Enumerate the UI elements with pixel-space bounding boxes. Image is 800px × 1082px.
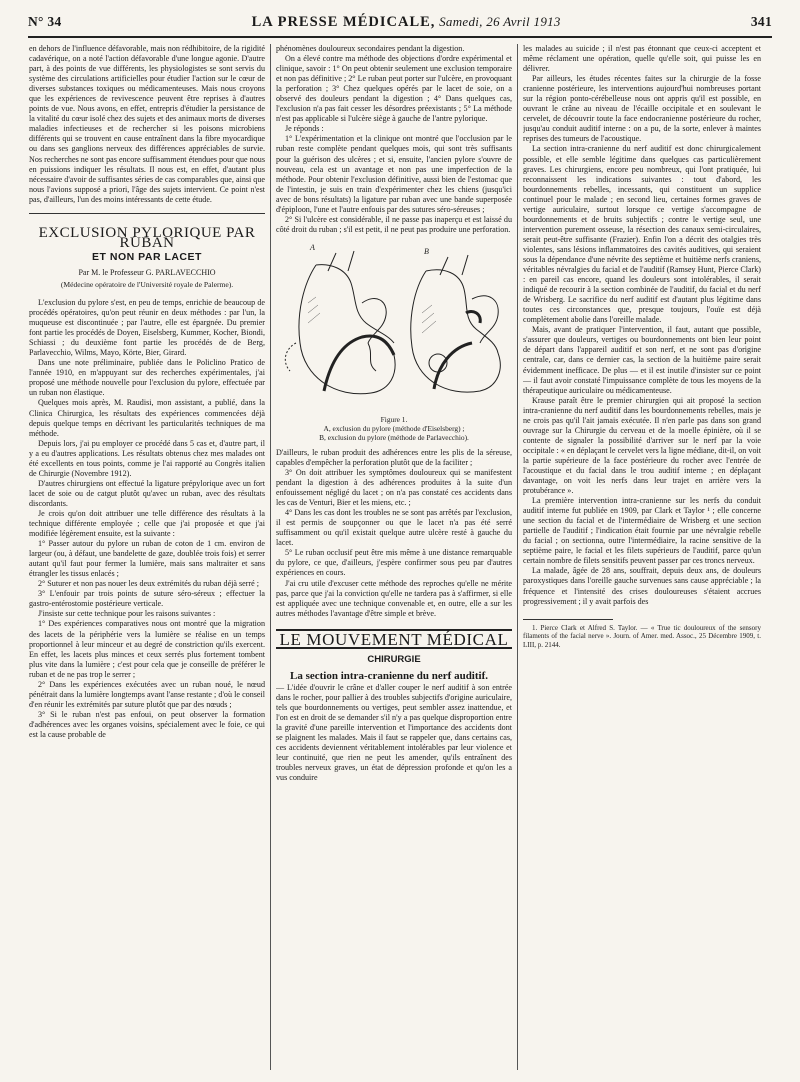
- paragraph: Mais, avant de pratiquer l'intervention, il faut, autant que possible, s'assurer que douleurs, vertiges ou bourdonnements ont bien leur point de départ dans l'appareil auditif et son nerf, et ne sont pas d'origine centrale, car, dans ce dernier cas, la section de la huitième paire serait évidemment inefficace. De plus — et il est inutile d'insister sur ce point — il faut avoir constaté l'impuissance complète de tous les moyens de la thérapeutique auriculaire ou médicamenteuse.: [523, 325, 761, 395]
- footnote-rule: [523, 619, 613, 620]
- column-1: [29, 44, 265, 1072]
- paragraph: — L'idée d'ouvrir le crâne et d'aller couper le nerf auditif à son entrée dans le rocher, pour pallier à des troubles subjectifs d'origine auriculaire, tels que bourdonnements ou vertiges, peut sembler assez inattendue, et l'on est en droit de se demander s'il n'y a pas quelque disproportion entre la gravité d'une pareille intervention et l'importance des accidents dont se plaignent les malades. Mais il faut se rappeler que, dans certains cas, ces accidents deviennent véritablement intolérables par leur violence et leur continuité, que rien ne peut les amender, qu'ils entraînent des troubles nerveux graves, un état de dépression profonde et qu'on les a vus conduire: [276, 682, 512, 783]
- section-body: [276, 683, 512, 783]
- paragraph: en dehors de l'influence défavorable, mais non rédhibitoire, de la rigidité cadavérique, on a noté l'action défavorable d'une longue agonie. D'autre part, à des points de vue différents, les physiologistes se sont servis du système des circulations artificielles pour étudier l'action sur le cœur de diverses substances toxiques ou médicamenteuses. Mais nous croyons que les expériences de revivescence peuvent être reprises à d'autres points de vue. Nous avons, en effet, entrepris d'étudier la persistance de la vitalité du cœur isolé chez des sujets et des animaux morts de diverses maladies infectieuses et de rechercher si les poisons microbiens différents qui se trouvent en cause entraînent dans la fibre myocardique ou dans ses ganglions nerveux des différences appréciables de survie. Nos recherches ne sont pas encore suffisamment étendues pour que nous en puissions indiquer les résultats. Il nous est, en effet, d'autant plus nécessaire d'avoir de suffisantes séries de cas comparables que, ainsi que nous l'avions supposé a priori, l'âge des sujets intervient. Ce point n'est pas, d'ailleurs, l'un des moins intéressants de cette étude.: [29, 44, 265, 204]
- section-body-continued: [523, 44, 761, 607]
- paragraph: Je crois qu'on doit attribuer une telle différence des résultats à la technique différente employée ; celle que j'ai proposée et que j'ai modifiée légèrement ensuite, est la suivante :: [29, 508, 265, 539]
- paragraph: 5° Le ruban occlusif peut être mis même à une distance remarquable du pylore, ce que, d'ailleurs, j'espère confirmer sous peu par d'autres expériences en cours.: [276, 548, 512, 578]
- figure-label-a: A: [310, 242, 315, 252]
- paragraph: D'autres chirurgiens ont effectué la ligature prépylorique avec un fort lacet de soie ou de catgut plutôt qu'avec un ruban, avec des résultats discordants.: [29, 478, 265, 508]
- paragraph: 2° Si l'ulcère est considérable, il ne passe pas inaperçu et est laissé du côté droit du ruban ; s'il est petit, il ne peut pas produire une perforation.: [276, 214, 512, 234]
- journal-title: LA PRESSE MÉDICALE,: [251, 14, 436, 30]
- article-subtitle: ET NON PAR LACET: [92, 250, 202, 263]
- rubrique-heading: CHIRURGIE: [367, 653, 421, 665]
- paragraph: Par ailleurs, les études récentes faites sur la chirurgie de la fosse cranienne postérieure, les interventions aujourd'hui nombreuses portant sur la région ponto-cérébelleuse nous ont appris qu'il est possible, en ouvrant le crâne au niveau de l'écaille occipitale et en soulevant le cervelet, de découvrir toute la face endocranienne postérieure du rocher, jusqu'au conduit auditif interne : on a pu, de la sorte, enlever à maintes reprises des tumeurs de l'acoustique.: [523, 74, 761, 144]
- paragraph: 1° Passer autour du pylore un ruban de coton de 1 cm. environ de largeur (ou, à défaut, une bandelette de gaze, doublée trois fois) et serrer autant qu'il faut pour fermer la lumière, mais sans maltraiter et sans étrangler les tissus enlacés ;: [29, 539, 265, 579]
- article-byline: Par M. le Professeur G. PARLAVECCHIO: [78, 267, 216, 277]
- article-body: [29, 298, 265, 740]
- paragraph: les malades au suicide ; il n'est pas étonnant que ceux-ci acceptent et même réclament une opération, quelle qu'elle soit, qui puisse les en délivrer.: [523, 44, 761, 74]
- issue-date: Samedi, 26 Avril 1913: [439, 14, 561, 29]
- page-header: [28, 14, 772, 32]
- paragraph: 4° Dans les cas dont les troubles ne se sont pas arrêtés par l'exclusion, il est permis de soupçonner ou que le lacet n'a pas été serré suffisamment ou qu'il existait quelque autre ulcère resté à gauche du lacet.: [276, 508, 512, 548]
- figure-1-drawing: [276, 243, 512, 411]
- paragraph: 3° Si le ruban n'est pas enfoui, on peut observer la formation d'adhérences avec les organes voisins, spécialement avec le foie, ce qui est la cause probable de: [29, 709, 265, 739]
- paragraph: Dans une note préliminaire, publiée dans le Policlino Pratico de l'année 1910, en m'appuyant sur des recherches expérimentales, j'ai proposé une méthode nouvelle pour l'exclusion du pylore, effectuée par un ruban non élastique.: [29, 358, 265, 398]
- column-divider: [270, 44, 271, 1070]
- paragraph: Krause paraît être le premier chirurgien qui ait proposé la section intra-cranienne du nerf auditif dans les bourdonnements rebelles, mais je ne crois pas qu'il l'ait jamais exécutée. Il n'en parle pas dans son grand ouvrage sur la Chirurgie du cerveau et de la moelle épinière, où il se contente de signaler la possibilité d'arriver sur le nerf par la voie occipitale : « en déplaçant le cervelet vers la ligne médiane, dit-il, on voit la partie supérieure de la face postérieure du rocher avec l'entrée de l'acoustique et du facial dans le trou auditif interne ; en déplaçant davantage, on voit les nerfs dans leur trajet en arrière vers la protubérance ».: [523, 395, 761, 496]
- paragraph: 1° Des expériences comparatives nous ont montré que la migration des lacets de la périphérie vers la lumière se réalise en un temps proportionnel à leur minceur et au degré de constriction qu'ils exercent. En effet, les lacets plus minces et ceux serrés plus fortement tombent plus vite dans la lumière ; c'est pour cela que je conseille de préférer le ruban et de ne pas trop le serrer ;: [29, 619, 265, 679]
- article-body-after-figure: [276, 448, 512, 619]
- issue-number: N° 34: [28, 14, 62, 29]
- article-separator: [29, 213, 265, 214]
- header-rule: [28, 36, 772, 38]
- paragraph: 3° On doit attribuer les symptômes douloureux qui se manifestent pendant la digestion à des adhérences produites à la suite d'un enfouissement négligé du lacet ; on n'a pas constaté ces accidents dans les cas de Venturi, Bier et les miens, etc. ;: [276, 467, 512, 508]
- paragraph: J'ai cru utile d'excuser cette méthode des reproches qu'elle ne mérite pas, parce que j'ai la conviction qu'elle ne tardera pas à s'affirmer, si elle est appliquée avec une technique convenable et, en outre, elle a sur les autres méthodes l'avantage d'être simple et brève.: [276, 578, 512, 618]
- figure-caption-title: Figure 1.: [380, 414, 408, 424]
- paragraph: L'exclusion du pylore s'est, en peu de temps, enrichie de beaucoup de procédés opératoires, qu'on peut réunir en deux méthodes : par l'un, la muqueuse est discontinuée ; par l'autre, elle est épargnée. Du premier font partie les procédés de Doyen, Eiselsberg, Kummer, Kocher, Biondi, Schiassi ; du deuxième font partie les procédés de de Berg, Parlavecchio, Wilms, Mayo, Körte, Bier, Girard.: [29, 297, 265, 358]
- figure-caption-a: A, exclusion du pylore (méthode d'Eiselsberg) ;: [323, 423, 465, 433]
- figure-1: [276, 243, 512, 411]
- column-2: [276, 44, 512, 1072]
- previous-article-ending: [29, 44, 265, 205]
- journal-masthead: [252, 14, 561, 31]
- paragraph: J'insiste sur cette technique pour les raisons suivantes :: [38, 609, 216, 619]
- figure-label-b: B: [424, 246, 429, 256]
- paragraph: Depuis lors, j'ai pu employer ce procédé dans 5 cas et, d'autre part, il y a eu d'autres applications. Les résultats obtenus chez mes malades ont été excellents en tous points, comme je l'ai rapporté au Congrès italien de Chirurgie (Novembre 1912).: [29, 438, 265, 478]
- paragraph: La malade, âgée de 28 ans, souffrait, depuis deux ans, de douleurs paroxystiques dans l'oreille gauche survenues sans cause appréciable ; la fréquence et l'intensité des crises douloureuses s'étaient accrues progressivement ; il y avait parfois des: [523, 566, 761, 606]
- paragraph: 1° L'expérimentation et la clinique ont montré que l'occlusion par le ruban reste complète pendant quelques mois, qui sont très suffisants pour la guérison des ulcères ; et si, ensuite, l'ancien pylore s'ouvre de nouveau, cela est un avantage et non pas une imperfection de la méthode. Pour obtenir l'exclusion définitive, aussi bien de l'estomac que de l'intestin, je suis en train d'expérimenter chez les chiens (jusqu'ici avec de bons résultats) la ligature par ruban avec une bande superposée d'épiploon, l'une et l'autre enfouis par des sutures séro-séreuses ;: [276, 134, 512, 214]
- paragraph: Je réponds :: [285, 124, 324, 134]
- paragraph: phénomènes douloureux secondaires pendant la digestion.: [276, 44, 465, 53]
- paragraph: Quelques mois après, M. Raudisi, mon assistant, a publié, dans la Clinica Chirurgica, les résultats des expériences commencées déjà depuis quelque temps en décrivant les particularités techniques de ma méthode.: [29, 398, 265, 438]
- column-3: [523, 44, 761, 1072]
- article-subheading: La section intra-cranienne du nerf auditif.: [290, 669, 488, 682]
- article-title: EXCLUSION PYLORIQUE PAR RUBAN: [38, 224, 256, 251]
- paragraph: 2° Dans les expériences exécutées avec un ruban noué, le nœud pénétrait dans la lumière longtemps avant l'anse restante ; d'où le conseil d'en réunir les extrémités par suture plutôt que par des nœuds ;: [29, 679, 265, 709]
- paragraph: La section intra-cranienne du nerf auditif est donc chirurgicalement possible, et elle semble légitime dans quelques cas particulièrement graves. Les chirurgiens, encore peu nombreux, qui l'ont pratiquée, lui reconnaissent les indications suivantes : tout d'abord, les bourdonnements rebelles, incessants, qui constituent un supplice continuel pour le malade ; en second lieu, certaines formes graves de vertige auriculaire, surtout lorsque ce vertige s'accompagne de bourdonnements et de bruits subjectifs ; contre le vertige seul, une intervention purement osseuse, la résection des canaux semi-circulaires, serait peut-être suffisante (Frazier). Enfin l'on a décrit des otalgies très violentes, sans lésions inflammatoires des cavités auditives, qui seraient sous la dépendance d'une névrite des septième et huitième nerfs craniens, véritables névralgies du facial et de l'auditif (Ramsey Hunt, Pierce Clark) : en pareil cas encore, quand les douleurs sont intolérables, il serait indiqué de recourir à la section combinée de l'auditif, du facial et du nerf de Wrisberg. Le sacrifice du nerf auditif est d'autant plus légitime dans toutes ces circonstances que, presque toujours, l'ouïe est déjà complètement abolie dans l'oreille malade.: [523, 144, 761, 325]
- article-body-continued: [276, 44, 512, 235]
- article-institution: (Médecine opératoire de l'Université royale de Palerme).: [60, 279, 234, 289]
- figure-caption-b: B, exclusion du pylore (méthode de Parlavecchio).: [319, 432, 469, 442]
- paragraph: D'ailleurs, le ruban produit des adhérences entre les plis de la séreuse, capables d'empêcher la perforation plutôt que de la faciliter ;: [276, 447, 512, 467]
- paragraph: 3° L'enfouir par trois points de suture séro-séreux ; effectuer la gastro-entérostomie postérieure verticale.: [29, 589, 265, 609]
- column-divider: [517, 44, 518, 1070]
- section-title: LE MOUVEMENT MÉDICAL: [279, 629, 509, 649]
- paragraph: On a élevé contre ma méthode des objections d'ordre expérimental et clinique, savoir : 1° On peut obtenir seulement une exclusion temporaire et non pas définitive ; 2° Le ruban peut porter sur l'ulcère, en provoquant la perforation ; 3° Chez quelques opérés par le lacet de soie, on a observé des douleurs pendant la digestion ; 4° Dans quelques cas, l'exclusion n'a pas fait cesser les désordres préexistants ; 5° La méthode n'est pas applicable si l'ulcère siège à gauche de l'antre pylorique.: [276, 54, 512, 124]
- paragraph: 2° Suturer et non pas nouer les deux extrémités du ruban déjà serré ;: [38, 579, 260, 589]
- paragraph: La première intervention intra-cranienne sur les nerfs du conduit auditif interne fut publiée en 1909, par Clark et Taylor ¹ ; elle concerne une section du facial et de l'intermédiaire de Wrisberg et une section partielle de l'auditif ; l'indication était fournie par une névralgie rebelle du facial ; on sectionna, outre l'intermédiaire, la racine sensitive de la septième paire, le facial et les filets supérieurs de l'auditif, parce qu'un certain nombre de filets sensitifs peuvent passer par ces troncs nerveux.: [523, 496, 761, 566]
- figure-caption: [276, 415, 512, 442]
- footnote: 1. Pierce Clark et Alfred S. Taylor. — « True tic douloureux of the sensory filaments of the facial nerve ». Journ. of Amer. med. Assoc., 25 Décembre 1909, t. LIII, p. 2144.: [523, 623, 761, 649]
- page-number: 341: [750, 14, 772, 29]
